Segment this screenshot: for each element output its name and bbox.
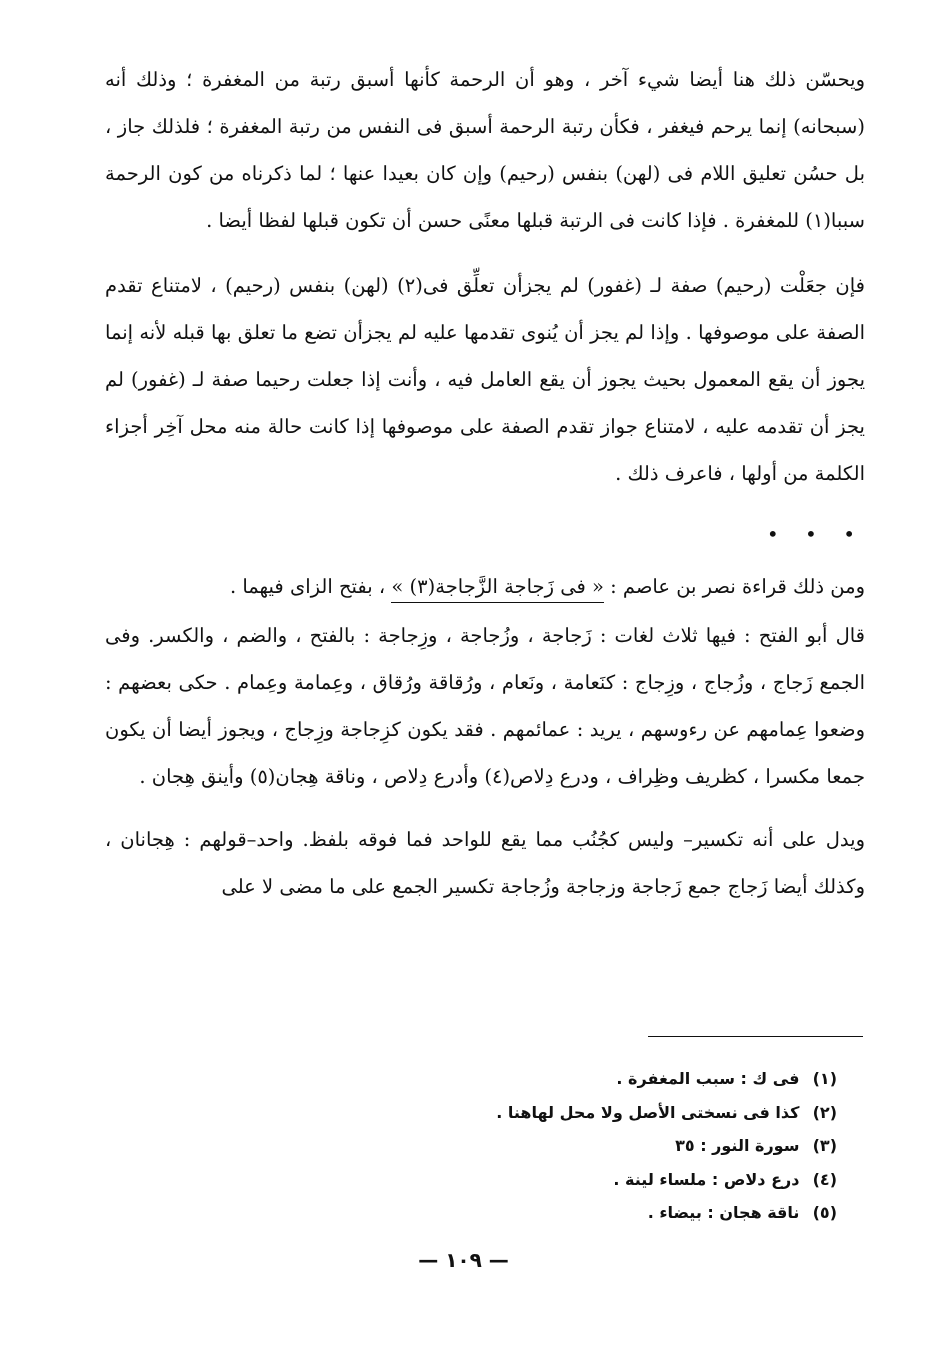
paragraph-2: فإن جعَلْت (رحيم) صفة لـ (غفور) لم يجزأن تعلِّق فى(٢) (لهن) بنفس (رحيم) ، لامتناع تقدم الصفة على موصوفها . وإذا لم يجز أن يُنوى تقدمها عليه لم يجزأن تضع ما تعلق بها قبله لأنه إنما يجوز أن يقع المعمول بحيث يجوز أن يقع العامل فيه ، وأنت إذا جعلت رحيما صفة لـ (غفور) لم يجز أن تقدمه عليه ، لامتناع جواز تقدم الصفة على موصوفها إذا كانت حالة منه محل آخِر أجزاء الكلمة من أولها ، فاعرف ذلك .: [105, 274, 865, 485]
footnote-text: ناقة هجان : بيضاء .: [647, 1203, 800, 1222]
quranic-quote: « فى زَجاجة الزَّجاجة(٣) »: [391, 575, 604, 603]
footnote-5: [317, 1196, 837, 1230]
footnote-number: (٤): [812, 1169, 837, 1189]
footnote-text: درع دلاص : ملساء لينة .: [613, 1169, 800, 1189]
footnote-4: [317, 1163, 837, 1197]
main-text: [105, 56, 865, 910]
footnote-3: [317, 1129, 837, 1163]
section-separator: • • •: [766, 522, 865, 546]
footnote-text: سورة النور : ٣٥: [675, 1136, 800, 1155]
page-number: — ١٠٩ —: [418, 1248, 509, 1272]
footnote-rule: [648, 1036, 863, 1037]
footnote-number: (١): [812, 1069, 837, 1088]
intro-after: ، بفتح الزاى فيهما .: [229, 575, 386, 598]
footnote-number: (٣): [812, 1136, 837, 1155]
section-intro: [105, 563, 865, 610]
paragraph-3: قال أبو الفتح : فيها ثلاث لغات : زَجاجة ، وزُجاجة ، وزِجاجة : بالفتح ، والضم ، والكسر. وفى الجمع زَجاج ، وزُجاج ، وزِجاج : كنَعامة ، ونَعام ، ورُقاقة ورُقاق ، وعِمامة وعِمام . حكى بعضهم : وضعوا عِمامهم عن رءوسهم ، يريد : عمائمهم . فقد يكون كزِجاجة وزِجاج ، ويجوز أيضا أن يكون جمعا مكسرا ، كظريف وظِراف ، ودرع دِلاص(٤) وأدرع دِلاص ، وناقة هِجان(٥) وأينق هِجان .: [105, 624, 865, 788]
intro-before: ومن ذلك قراءة نصر بن عاصم :: [610, 575, 865, 598]
footnote-1: [317, 1062, 837, 1096]
footnote-text: فى ك : سبب المغفرة .: [616, 1069, 800, 1088]
footnote-2: [317, 1096, 837, 1130]
footnote-number: (٢): [812, 1102, 837, 1122]
footnotes: [317, 1062, 837, 1230]
paragraph-1: ويحسّن ذلك هنا أيضا شيء آخر ، وهو أن الرحمة كأنها أسبق رتبة من المغفرة ؛ وذلك أنه (سبحانه) إنما يرحم فيغفر ، فكأن رتبة الرحمة أسبق فى النفس من رتبة المغفرة ؛ فلذلك جاز ، بل حسُن تعليق اللام فى (لهن) بنفس (رحيم) وإن كان بعيدا عنها ؛ لما ذكرناه من كون الرحمة سببا(١) للمغفرة . فإذا كانت فى الرتبة قبلها معنًى حسن أن تكون قبلها لفظا أيضا .: [105, 68, 865, 232]
footnote-text: كذا فى نسختى الأصل ولا محل لهاهنا .: [496, 1102, 800, 1122]
footnote-number: (٥): [812, 1203, 837, 1222]
paragraph-4: ويدل على أنه تكسير– وليس كجُنُب مما يقع للواحد فما فوقه بلفظ. واحد–قولهم : هِجانان ، وكذلك أيضا زَجاج جمع زَجاجة وزجاجة وزُجاجة تكسير الجمع على ما مضى لا على: [105, 828, 865, 898]
